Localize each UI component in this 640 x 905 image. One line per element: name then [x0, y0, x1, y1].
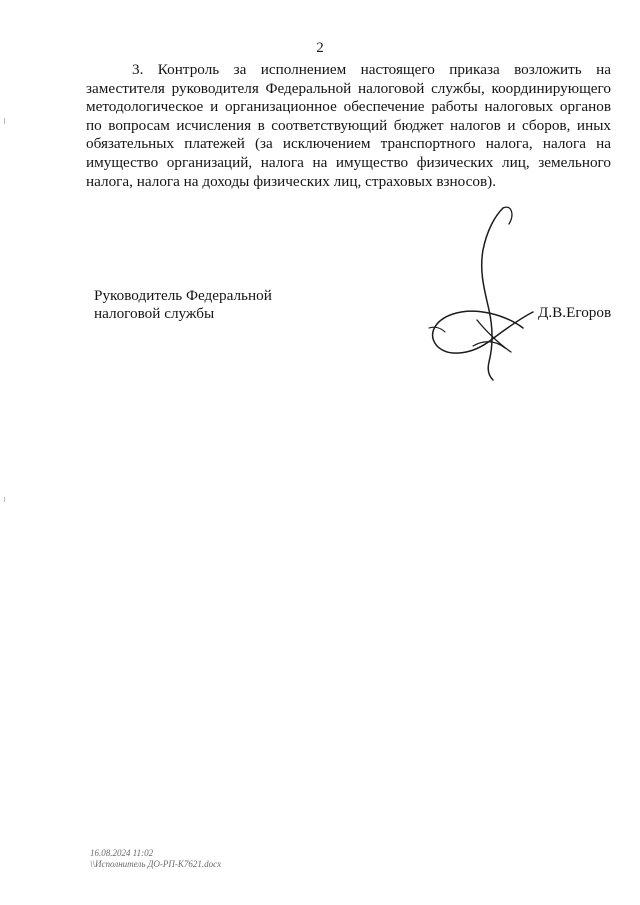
order-clause-paragraph: 3. Контроль за исполнением настоящего приказа возложить на заместителя руководителя Федеральной налоговой службы, координирующего методологическое и организационное обеспечение работы налоговых органов по вопросам исчисления в соответствующий бюджет налогов и сборов, иных обязательных платежей (за исключением транспортного налога, налога на имущество организаций, налога на имущество физических лиц, земельного налога, налога на доходы физических лиц, страховых взносов). [86, 61, 611, 190]
signer-name: Д.В.Егоров [538, 304, 612, 321]
signer-position [94, 287, 334, 322]
footer-timestamp: 16.08.2024 11:02 [90, 848, 154, 858]
scan-edge-mark [4, 497, 5, 502]
signer-position-line-2: налоговой службы [94, 304, 215, 322]
document-footer [90, 848, 221, 869]
page-number: 2 [316, 40, 324, 56]
handwritten-signature [415, 200, 555, 385]
footer-filename: \\Исполнитель ДО-РП-К7621.docx [90, 858, 222, 869]
scan-edge-mark [4, 118, 5, 124]
signer-position-line-1: Руководитель Федеральной [94, 287, 272, 304]
